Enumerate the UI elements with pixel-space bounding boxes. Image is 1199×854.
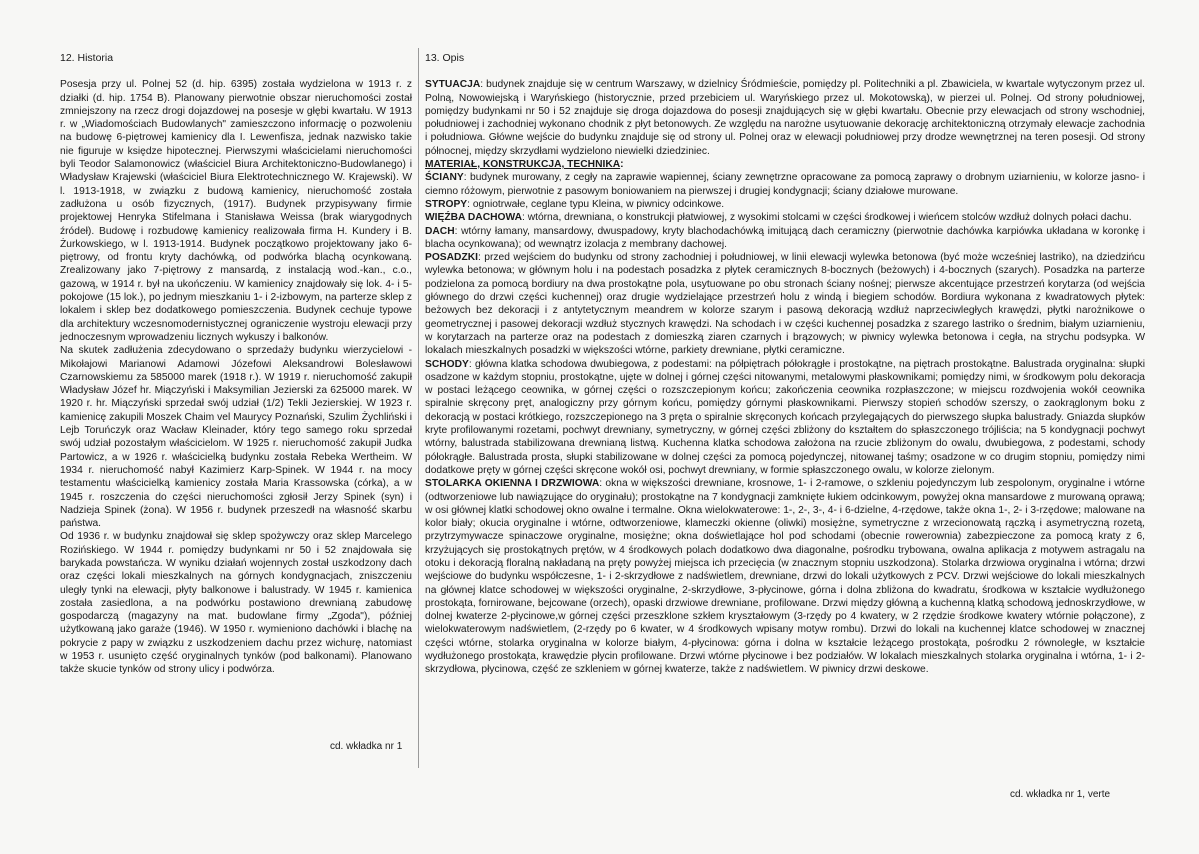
- history-paragraph-1: Posesja przy ul. Polnej 52 (d. hip. 6395) została wydzielona w 1913 r. z działki (d. hip. 1754 B). Planowany pierwotnie obszar nieruchomości został zmniejszony na rzecz drogi dojazdowej na posesje w głębi kwartału. W 1913 r. w „Wiadomościach Budowlanych" zamieszczono informację o pozwoleniu na budowę 6-piętrowej kamienicy dla I. Lewenfisza, jednak nazwisko takie nie figuruje w księdze hipotecznej. Pierwszymi właścicielami nieruchomości byli Teodor Salamonowicz (właściciel Biura Architektoniczno-Budowlanego) i Władysław Krajewski (właściciel Biura Elektrotechnicznego W. Krajewski). W l. 1913-1918, w związku z budową kamienicy, nieruchomość została zadłużona u osób fizycznych, (1917). Budynek przypisywany firmie projektowej Henryka Stifelmana i Stanisława Weissa (brak wiarygodnych źródeł). Budowę i rozbudowę kamienicy realizowała firma H. Kundery i B. Żurkowskiego, w l. 1913-1914. Budynek początkowo projektowany jako 6-piętrowy, od frontu kryty dachówką, od podwórka blachą ocynkowaną. Zrealizowany jako 7-piętrowy z mansardą, z instalacją wod.-kan., c.o., gazową, w 1914 r. był na ukończeniu. W kamienicy znajdowały się lok. 4- i 5-pokojowe (15 lok.), po jednym mieszkaniu 1- i 2-izbowym, na parterze sklep z lokalem i sklep bez dodatkowego pomieszczenia. Budynek cechuje typowe dla architektury wczesnomodernistycznej ograniczenie wystroju elewacji przy jednoczesnym wprowadzeniu licznych wykuszy i balkonów.: [60, 79, 412, 343]
- section-sciany: [425, 171, 1145, 198]
- section-text: : główna klatka schodowa dwubiegowa, z podestami: na półpiętrach półokrągłe i prostokątne, na piętrach prostokątne. Balustrada oryginalna: słupki osadzone w każdym stopniu, prostokątne, ujęte w dolnej i górnej części nitowanymi, metalowymi płaskownikami; pomiędzy nimi, w środkowym polu dekoracja w postaci leżącego ceownika, w górnej części o rozszczepionym końcu; zakończenia ceownika rozpłaszczone; w miejscu rozdwojenia wokół ceownika spiralnie skręcony pręt, analogiczny przy górnym końcu, pomiędzy górnymi płaskownikami. Pierwszy stopień schodów szerszy, o zaokrąglonym boku z dekoracją w postaci krótkiego, rozszczepionego na 3 pręta o spiralnie skręconych końcach przylegających do pierwszego słupka balustrady. Gniazda słupków kryte profilowanymi rozetami, pochwyt drewniany, symetryczny, w górnej części zbliżony do kształtem do spłaszczonego trójliścia; na 5 kondygnacji pochwyt wtórny, balustrada stabilizowana drewnianą listwą. Kuchenna klatka schodowa założona na rzucie zbliżonym do owalu, dwubiegowa, z podestami, schody półokrągłe. Balustrada prosta, słupki stabilizowane w dolnej części za pomocą pojedynczej, nitowanej taśmy; osadzone w co drugim stopniu, pomiędzy nimi dodatkowe pręty w górnej części skręcone wokół osi, pochwyt drewniany, w formie spłaszczonego owalu, w kolorze zielonym.: [425, 358, 1145, 476]
- history-column: [60, 52, 412, 677]
- section-stropy: [425, 198, 1145, 211]
- section-label: STOLARKA OKIENNA I DRZWIOWA: [425, 478, 600, 490]
- section-text: : budynek znajduje się w centrum Warszawy, w dzielnicy Śródmieście, pomiędzy pl. Politechniki a pl. Zbawiciela, w kwartale wytyczonym przez ul. Polną, Nowowiejską i Waryńskiego (historycznie, przed przebiciem ul. Waryńskiego przez ul. Mokotowską), w pierzei ul. Polnej. Od strony południowej, pomiędzy budynkami nr 50 i 52 znajduje się droga dojazdowa do posesji znajdujących się w głębi kwartału. Obecnie przy elewacjach od strony wschodniej, południowej i zachodniej wykonano chodnik z płyt betonowych. Ze względu na narożne usytuowanie dekorację architektoniczną otrzymały elewacje zachodnia i południowa. Główne wejście do budynku znajduje się od strony ul. Polnej oraz w elewacji południowej przy drodze wewnętrznej na teren posesji. Od strony północnej, między skrzydłami wydzielono niewielki dziedziniec.: [425, 79, 1145, 157]
- description-column: [425, 52, 1145, 677]
- section-label: STROPY: [425, 198, 468, 210]
- section-label: ŚCIANY: [425, 172, 464, 184]
- history-paragraph-2: Na skutek zadłużenia zdecydowano o sprzedaży budynku wierzycielowi - Mikołajowi Marianowi Adamowi Józefowi Aleksandrowi Bolesławowi Czarnowskiemu za 585000 marek (1918 r.). W 1919 r. nieruchomość zakupił Władysław Józef hr. Miączyński i Maksymilian Jezierski za 625000 marek. W 1920 r. hr. Miączyński sprzedał swój udział (1/2) Tekli Jezierskiej. W 1923 r. kamienicę zakupili Moszek Chaim vel Maurycy Poznański, Szulim Żychliński i Lejb Toruńczyk oraz Wacław Kleinader, który tego samego roku sprzedał swój udział pozostałym właścicielom. W 1925 r. nieruchomość zakupił Judka Partowicz, a w 1926 r. właścicielką budynku została Rebeka Wertheim. W 1934 r. nieruchomość nabył Kazimierz Karp-Spinek. W 1944 r. na mocy testamentu właścicielką kamienicy została Maria Krassowska (córka), a w 1945 r. roszczenia do części nieruchomości zgłosił Jerzy Spinek (syn) i Nadzieja Spinek (żona). W 1956 r. budynek przeszedł na własność skarbu państwa.: [60, 345, 412, 530]
- section-label: DACH: [425, 225, 455, 237]
- section-wiezba: [425, 211, 1145, 224]
- left-continuation-note: cd. wkładka nr 1: [330, 741, 403, 752]
- section-dach: [425, 225, 1145, 252]
- section-text: : wtórny łamany, mansardowy, dwuspadowy, kryty blachodachówką imitującą dach ceramiczny (pierwotnie dachówka karpiówka układana w koronkę i blacha ocynkowana); od wewnątrz izolacja z membrany dachowej.: [425, 225, 1145, 250]
- column-divider: [418, 48, 419, 768]
- section-stolarka: [425, 477, 1145, 676]
- section-label: WIĘŹBA DACHOWA: [425, 212, 522, 224]
- section-label: MATERIAŁ, KONSTRUKCJA, TECHNIKA: [425, 159, 621, 171]
- section-schody: [425, 358, 1145, 478]
- section-label: SCHODY: [425, 358, 469, 370]
- right-continuation-note: cd. wkładka nr 1, verte: [1010, 789, 1111, 800]
- section-text: : budynek murowany, z cegły na zaprawie wapiennej, ściany zewnętrzne opracowane za pomocą zaprawy o drobnym uziarnieniu, w kolorze jasno- i ciemno różowym, pierwotnie z pasowym boniowaniem na pierwszej i drugiej kondygnacji; ściany działowe murowane.: [425, 172, 1145, 197]
- section-text: : przed wejściem do budynku od strony zachodniej i południowej, w linii elewacji wylewka betonowa (być może wcześniej lastriko), na dziedzińcu wylewka betonowa; w głównym holu i na podestach posadzka z płytek ceramicznych 8-bocznych (beżowych) i 4-bocznych (szarych). Posadzka na parterze podzielona za pomocą bordiury na dwa prostokątne pola, usytuowane po obu stronach ściany nośnej; pierwsze akcentujące przestrzeń korytarza (od wejścia głównego do drzwi części kuchennej) oraz drugie wydzielające przestrzeń holu z windą i biegiem schodów. Bordiura wykonana z kwadratowych płytek: beżowych bez dekoracji i z antytetycznym meandrem w kolorze szarym i pasową dekoracją wzdłuż naprzeciwległych krawędzi, płytki narożnikowe o geometrycznej i pasowej dekoracji wzdłuż stycznych krawędzi. Na schodach i w części kuchennej posadzka z szarego lastriko o średnim, białym uziarnieniu, w korytarzach na parterze oraz na podestach z domieszką ziaren czarnych i brązowych; w piwnicy wylewka betonowa i cegła, na strychu podsypka. W lokalach mieszkalnych posadzki w większości wtórne, parkiety drewniane, płytki ceramiczne.: [425, 252, 1145, 357]
- description-heading: 13. Opis: [425, 52, 465, 64]
- section-label: POSADZKI: [425, 252, 478, 264]
- section-posadzki: [425, 251, 1145, 357]
- section-text: : ogniotrwałe, ceglane typu Kleina, w piwnicy odcinkowe.: [467, 198, 725, 210]
- history-heading: 12. Historia: [60, 52, 114, 64]
- section-text: : okna w większości drewniane, krosnowe, 1- i 2-ramowe, o szkleniu pojedynczym lub zespolonym, oryginalne i wtórne (odtworzeniowe lub nawiązujące do oryginału); prostokątne na 7 kondygnacji zamknięte łukiem odcinkowym, powyżej okna mansardowe z murowaną oprawą; w osi głównej klatki schodowej okno owalne i termalne. Okna wielokwaterowe: 1-, 2-, 3-, 4- i 6-dzielne, 4-rzędowe, także okna 1-, 2- i 3-rzędowe; malowane na kolor biały; okucia oryginalne i wtórne, odtworzeniowe, klameczki okienne (oliwki) mosiężne, symetryczne z wrzecionowatą rączką i asymetryczną rozetą, przytrzymywacze spinaczowe oryginalne, mosiężne; okna doświetlające hol pod schodami (obecnie rowerownia) zabezpieczone za pomocą kraty z 6, krzyżujących się prostokątnych prętów, w 4 środkowych polach dodatkowo dwa diagonalne, pośrodku trybowana, owalna aplikacja z motywem astragalu na otoku i dekoracją floralną nakładaną na pręty powyżej miejsca ich przecięcia (w znacznym stopniu uszkodzona). Stolarka drzwiowa oryginalna i wtórna; drzwi wejściowe do budynku współczesne, 1- i 2-skrzydłowe z nadświetlem, drewniane, drzwi do lokali użytkowych z PCV. Drzwi wejściowe do lokali mieszkalnych na głównej klatce schodowej w większości oryginalne, 2-skrzydłowe, 3-płycinowe, górna i dolna zbliżona do kwadratu, środkowa w kształcie wydłużonego prostokąta, fornirowane, bejcowane (orzech), opaski drzwiowe drewniane, profilowane. Drzwi między główną a kuchenną klatką schodową jednoskrzydłowe, w dolnej kwaterze 2-płycinowe,w górnej części przeszklone szkłem kryształowym (3-rzędy po 4 kwatery, w 2 rzędzie środkowe kwatery wtórnie połączone), z wielokwaterowym nadświetlem, (2-rzędy po 6 kwater, w 4 środkowych wpisany motyw rombu). Drzwi do lokali na kuchennej klatce schodowej w znacznej części wtórne, stolarka oryginalna w kolorze białym, 4-płycinowa: górna i dolna w kształcie leżącego prostokąta, pośrodku 2 równoległe, w kształcie wydłużonego prostokąta, krawędzie płycin profilowane. Drzwi wtórne płycinowe i bez podziałów. W lokalach mieszkalnych stolarka oryginalna i wtórna, 1- i 2-skrzydłowa, płycinowa, część ze szkleniem w górnej kwaterze, także z nadświetlem. W piwnicy drzwi deskowe.: [425, 478, 1145, 676]
- section-text: :: [620, 159, 624, 171]
- section-label: SYTUACJA: [425, 79, 481, 91]
- section-text: : wtórna, drewniana, o konstrukcji płatwiowej, z wysokimi stolcami w części środkowej i wieńcem stolców wzdłuż dolnych połaci dachu.: [522, 212, 1132, 224]
- section-sytuacja: [425, 78, 1145, 158]
- section-material: [425, 158, 1145, 171]
- history-paragraph-3: Od 1936 r. w budynku znajdował się sklep spożywczy oraz sklep Marcelego Rozińskiego. W 1944 r. pomiędzy budynkami nr 50 i 52 znajdowała się barykada powstańcza. W wyniku działań wojennych został uszkodzony dach oraz części lokali mieszkalnych na górnych kondygnacjach, zniszczeniu uległy tynki na elewacji, płyty balkonowe i balustrady. W 1945 r. kamienica została zasiedlona, a na podwórku postawiono drewnianą zabudowę gospodarczą (magazyny na mat. budowlane firmy „Zgoda"), później użytkowaną jako garaże (1946). W 1950 r. wymieniono dachówki i blachę na pokrycie z papy w związku z uszkodzeniem dachu przez wichurę, natomiast w 1953 r. usunięto część oryginalnych tynków (pod balkonami). Planowano także skucie tynków od strony ulicy i podwórza.: [60, 531, 412, 676]
